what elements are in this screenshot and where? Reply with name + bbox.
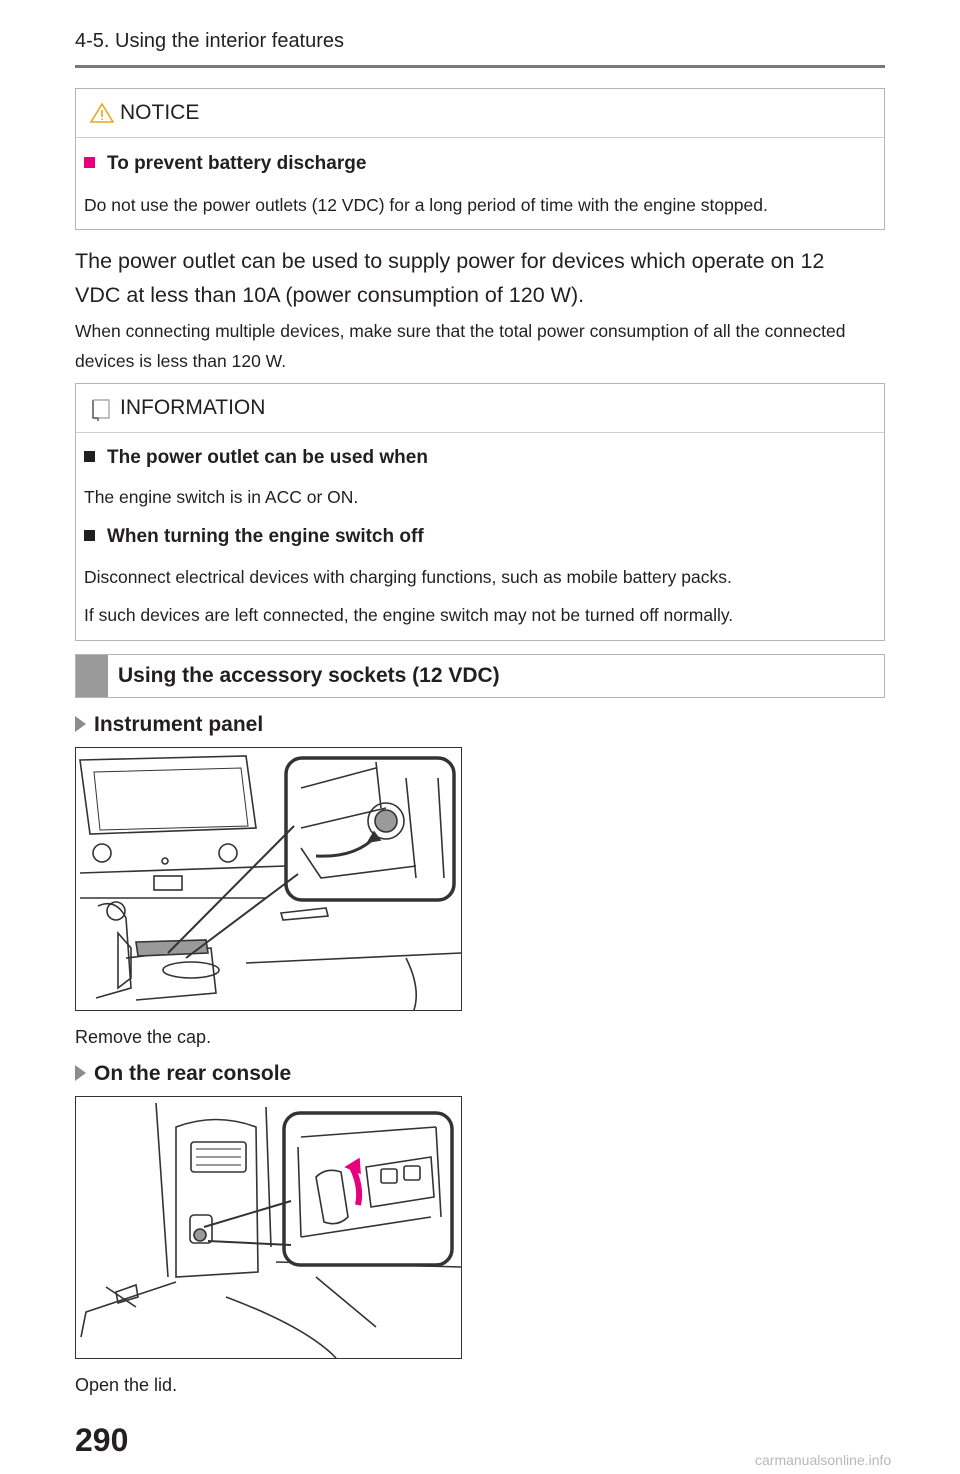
instrument-panel-heading: Instrument panel: [75, 713, 263, 737]
rear-console-illustration: [75, 1096, 462, 1359]
rear-console-caption: Open the lid.: [75, 1375, 178, 1395]
header-rule: [75, 65, 885, 68]
information-box: [75, 383, 885, 641]
notice-header: [76, 89, 884, 138]
page-number: 290: [75, 1422, 129, 1458]
triangle-bullet-icon: [75, 716, 86, 732]
footer-watermark: carmanualsonline.info: [755, 1452, 892, 1468]
section-title-text: Using the accessory sockets (12 VDC): [118, 664, 500, 687]
pink-square-icon: [84, 157, 95, 168]
intro-note: When connecting multiple devices, make sure that the total power consumption of all the connected devices is less than 120 W.: [75, 321, 846, 371]
instrument-panel-illustration: [75, 747, 462, 1011]
notice-text: Do not use the power outlets (12 VDC) for a long period of time with the engine stopped.: [84, 195, 768, 215]
section-heading-bar: [75, 654, 885, 698]
section-title: 4-5. Using the interior features: [75, 30, 345, 52]
info-text-3: If such devices are left connected, the engine switch may not be turned off normally.: [84, 605, 734, 625]
instrument-panel-caption: Remove the cap.: [75, 1027, 212, 1047]
square-bullet-icon: [84, 451, 95, 462]
intro-text: The power outlet can be used to supply power for devices which operate on 12 VDC at less than 10A (power consumption of 120 W).: [75, 249, 825, 307]
notice-box: [75, 88, 885, 230]
section-tab: [76, 655, 108, 697]
note-icon: [90, 398, 112, 427]
notice-heading: To prevent battery discharge: [84, 153, 366, 175]
info-heading-2: When turning the engine switch off: [84, 526, 424, 548]
triangle-bullet-icon: [75, 1065, 86, 1081]
warning-icon: [90, 103, 114, 128]
information-header: [76, 384, 884, 433]
info-heading-1: The power outlet can be used when: [84, 447, 428, 469]
information-title: INFORMATION: [120, 396, 266, 419]
rear-console-heading: On the rear console: [75, 1062, 291, 1086]
info-text-2: Disconnect electrical devices with charging functions, such as mobile battery packs.: [84, 567, 732, 587]
info-text-1: The engine switch is in ACC or ON.: [84, 487, 359, 507]
square-bullet-icon: [84, 530, 95, 541]
notice-title: NOTICE: [120, 101, 200, 124]
